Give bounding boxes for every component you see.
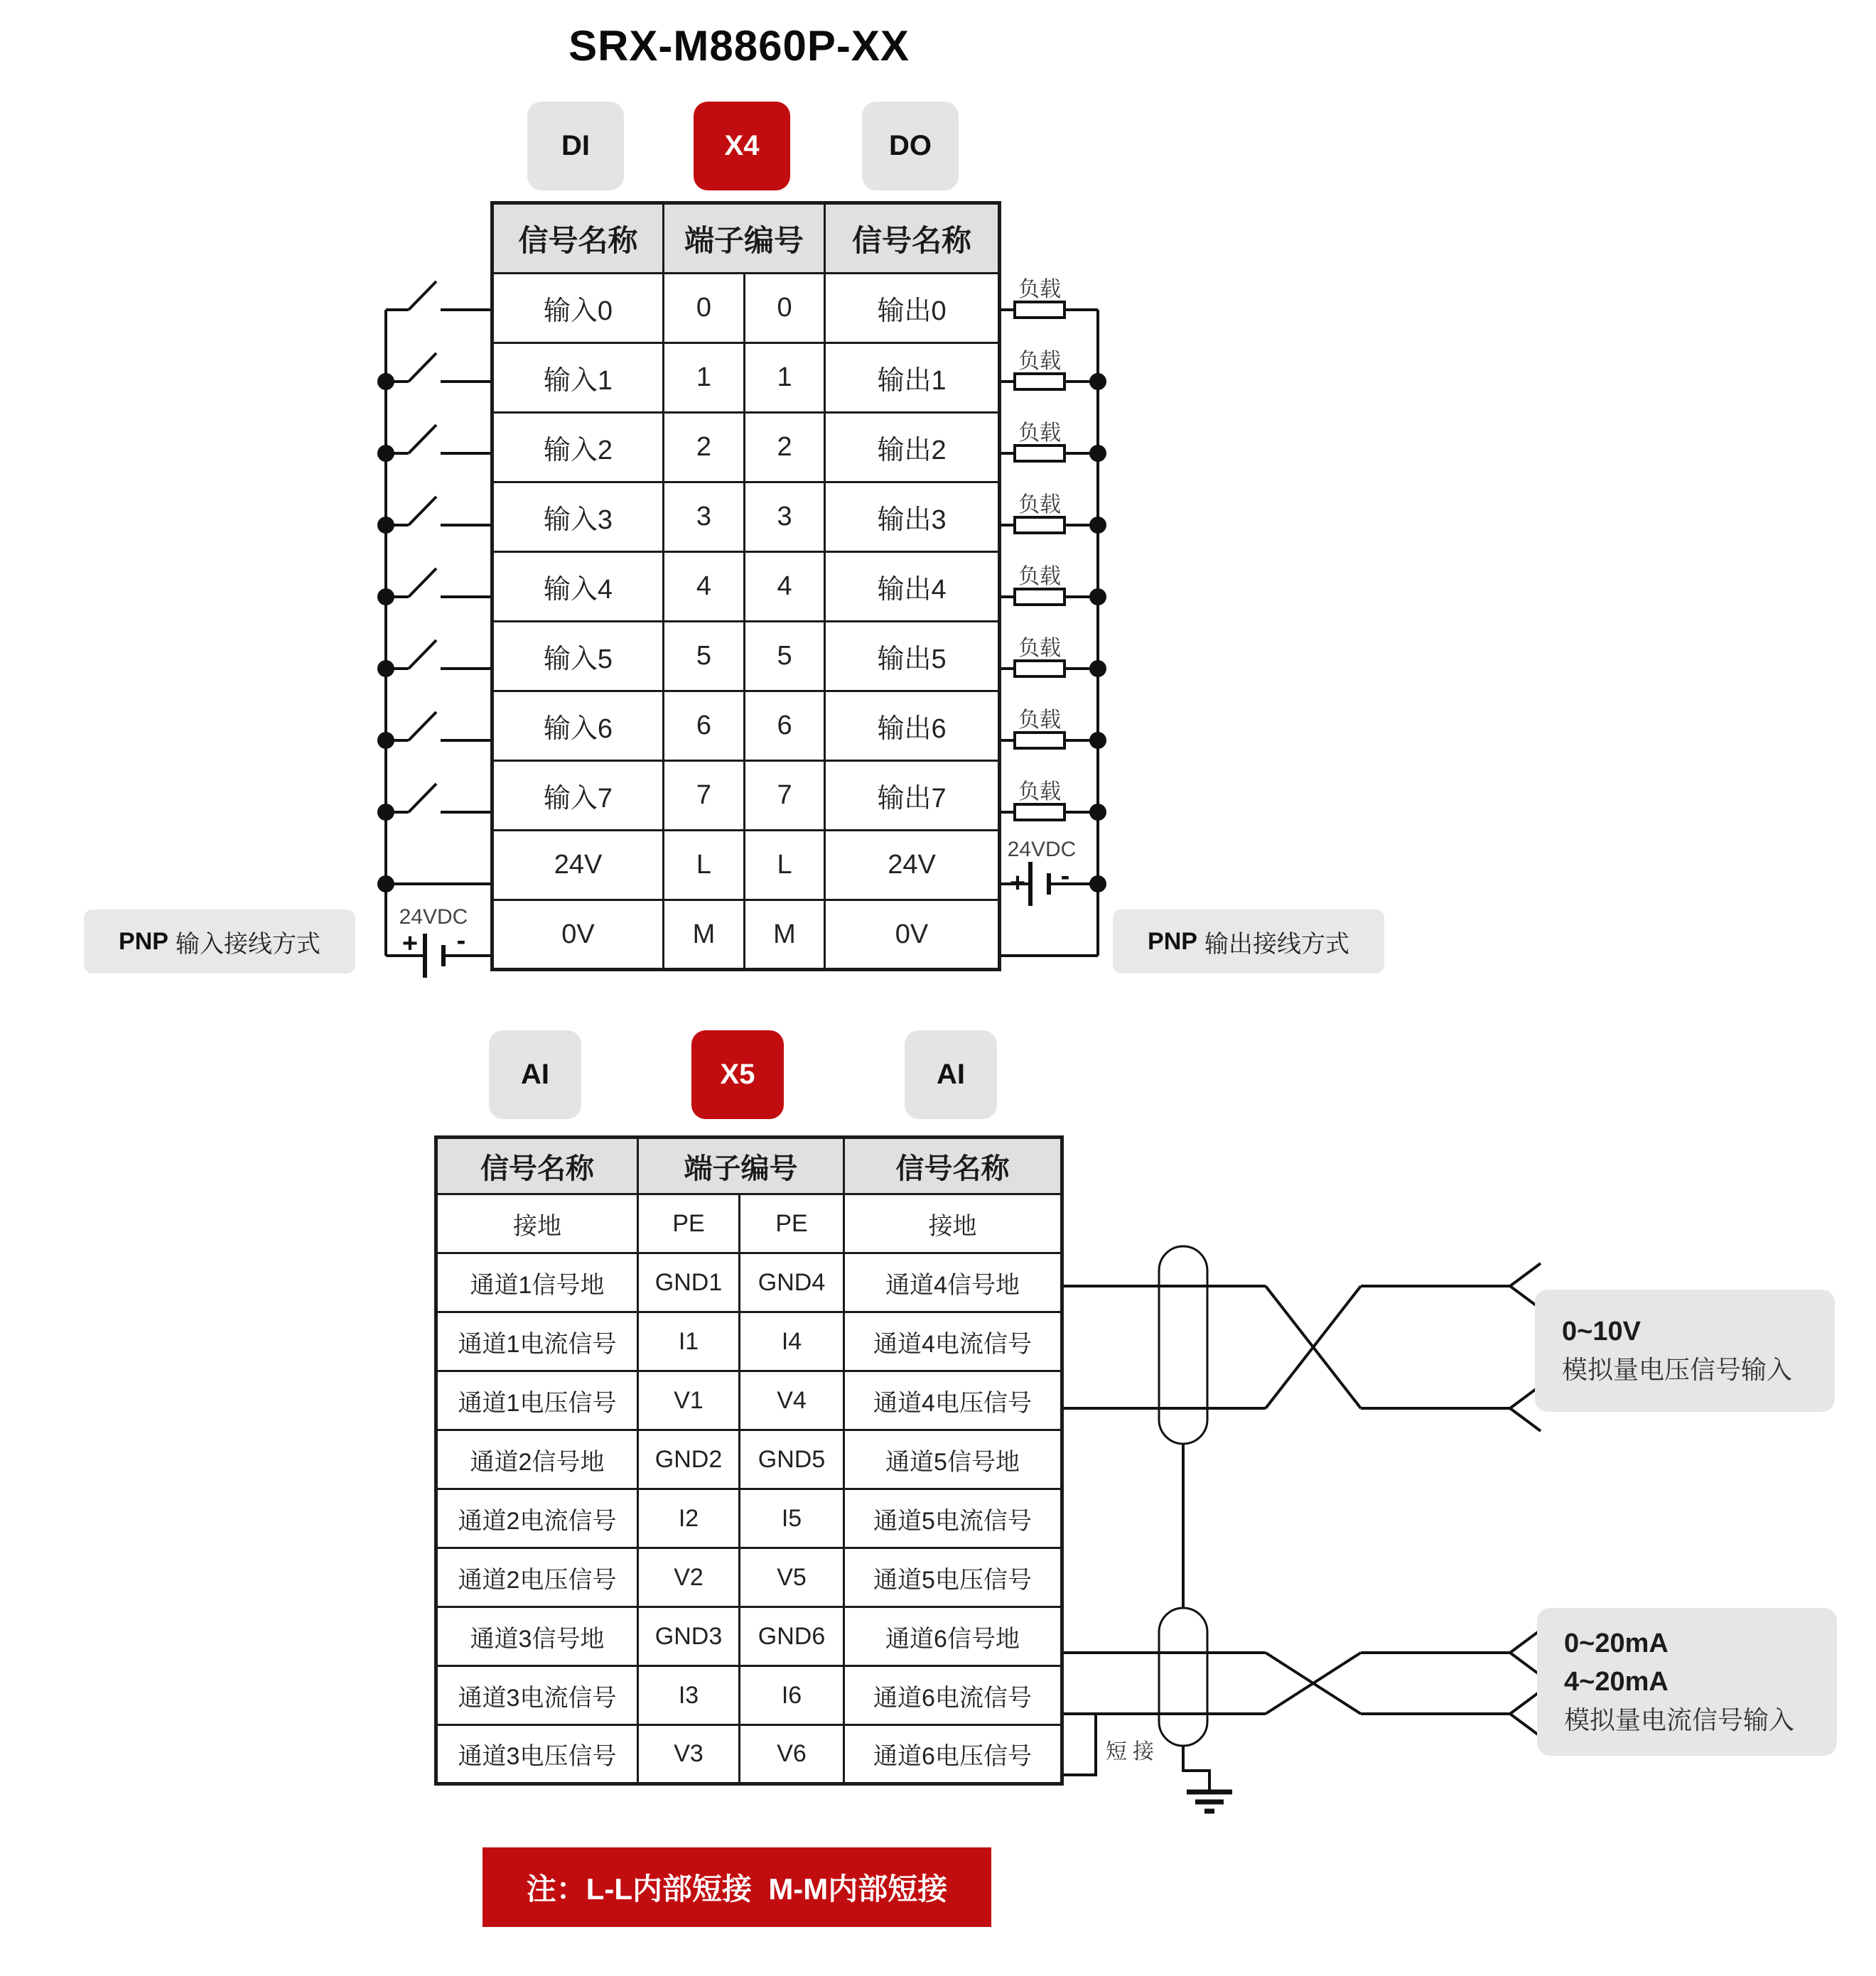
table-row xyxy=(436,1666,1062,1725)
earth-ground-icon xyxy=(1187,1792,1232,1811)
header-cell: 信号名称 xyxy=(844,1138,1062,1194)
terminal-cell: 5 xyxy=(664,622,745,691)
terminal-cell: L xyxy=(664,831,745,900)
voltage-input-infobox xyxy=(1535,1290,1835,1412)
terminal-cell: 输入3 xyxy=(492,482,664,552)
load-label: 负载 xyxy=(1018,421,1061,445)
terminal-cell: 1 xyxy=(745,343,825,413)
terminal-cell: 输出6 xyxy=(825,691,1000,761)
terminal-cell: M xyxy=(664,900,745,970)
terminal-cell: L xyxy=(745,831,825,900)
page-title: SRX-M8860P-XX xyxy=(568,22,910,70)
terminal-cell: 通道1电压信号 xyxy=(436,1371,638,1430)
note-banner: 注：L-L内部短接 M-M内部短接 xyxy=(483,1847,991,1927)
terminal-cell: 6 xyxy=(664,691,745,761)
pnp-input-label xyxy=(84,909,355,973)
pnp-bold: PNP xyxy=(1148,927,1197,955)
terminal-cell: 通道4电流信号 xyxy=(844,1312,1062,1371)
terminal-cell: I1 xyxy=(638,1312,740,1371)
supply-label-right: 24VDC xyxy=(1007,838,1077,861)
pnp-output-label xyxy=(1113,909,1384,973)
terminal-cell: 4 xyxy=(745,552,825,622)
table-row xyxy=(436,1548,1062,1607)
pnp-output-text: 输出接线方式 xyxy=(1204,930,1349,958)
terminal-cell: I6 xyxy=(740,1666,844,1725)
terminal-cell: 通道5信号地 xyxy=(844,1430,1062,1489)
terminal-cell: GND1 xyxy=(638,1253,740,1312)
connector-button-ai-left[interactable]: AI xyxy=(489,1030,581,1119)
terminal-cell: 输入1 xyxy=(492,343,664,413)
terminal-cell: 输入5 xyxy=(492,622,664,691)
terminal-cell: 0V xyxy=(825,900,1000,970)
pnp-input-text: 输入接线方式 xyxy=(175,930,320,958)
load-label: 负载 xyxy=(1018,780,1061,804)
minus-sign-right: - xyxy=(1060,861,1070,891)
current-desc: 模拟量电流信号输入 xyxy=(1564,1705,1795,1734)
terminal-cell: 通道4信号地 xyxy=(844,1253,1062,1312)
connector-button-di[interactable]: DI xyxy=(527,102,624,190)
terminal-cell: 通道2电压信号 xyxy=(436,1548,638,1607)
terminal-cell: 通道3电流信号 xyxy=(436,1666,638,1725)
voltage-range: 0~10V xyxy=(1562,1317,1641,1346)
do-output-wiring xyxy=(991,302,1098,956)
terminal-cell: I2 xyxy=(638,1489,740,1548)
switch-symbol xyxy=(386,281,490,812)
jumper-label: 短接 xyxy=(1106,1740,1160,1764)
terminal-cell: 通道3电压信号 xyxy=(436,1725,638,1784)
table-row xyxy=(436,1253,1062,1312)
pnp-bold: PNP xyxy=(119,927,168,955)
terminal-cell: 4 xyxy=(664,552,745,622)
load-label: 负载 xyxy=(1018,637,1061,660)
terminal-cell: 7 xyxy=(664,761,745,831)
table-row xyxy=(436,1430,1062,1489)
x5-terminal-table xyxy=(434,1135,1064,1786)
junction-dots-left xyxy=(377,373,394,892)
terminal-cell: M xyxy=(745,900,825,970)
table-row xyxy=(492,691,1000,761)
terminal-cell: 24V xyxy=(825,831,1000,900)
terminal-cell: 通道1电流信号 xyxy=(436,1312,638,1371)
terminal-cell: 1 xyxy=(664,343,745,413)
terminal-cell: 输出5 xyxy=(825,622,1000,691)
terminal-cell: V1 xyxy=(638,1371,740,1430)
current-range-1: 0~20mA xyxy=(1564,1629,1669,1658)
terminal-cell: GND5 xyxy=(740,1430,844,1489)
terminal-cell: 输出2 xyxy=(825,413,1000,482)
terminal-cell: 0V xyxy=(492,900,664,970)
load-label: 负载 xyxy=(1018,708,1061,732)
table-row xyxy=(436,1489,1062,1548)
terminal-cell: 6 xyxy=(745,691,825,761)
connector-button-do[interactable]: DO xyxy=(862,102,959,190)
terminal-cell: 2 xyxy=(664,413,745,482)
analog-voltage-pair xyxy=(1060,1263,1541,1431)
current-input-infobox xyxy=(1537,1608,1837,1756)
terminal-cell: V5 xyxy=(740,1548,844,1607)
table-row xyxy=(436,1371,1062,1430)
terminal-cell: 接地 xyxy=(844,1194,1062,1253)
terminal-cell: 通道2电流信号 xyxy=(436,1489,638,1548)
terminal-cell: GND3 xyxy=(638,1607,740,1666)
connector-button-x5[interactable]: X5 xyxy=(691,1030,784,1119)
table-row xyxy=(492,552,1000,622)
table-row xyxy=(436,1194,1062,1253)
current-range-2: 4~20mA xyxy=(1564,1667,1669,1697)
terminal-cell: 3 xyxy=(745,482,825,552)
header-cell: 端子编号 xyxy=(638,1138,844,1194)
terminal-cell: 2 xyxy=(745,413,825,482)
cable-shield xyxy=(1159,1246,1209,1791)
terminal-cell: 输出0 xyxy=(825,274,1000,343)
terminal-cell: PE xyxy=(638,1194,740,1253)
x4-terminal-table xyxy=(490,201,1001,971)
terminal-cell: 输入0 xyxy=(492,274,664,343)
header-cell: 信号名称 xyxy=(825,203,1000,274)
terminal-cell: 0 xyxy=(664,274,745,343)
header-cell: 信号名称 xyxy=(492,203,664,274)
terminal-cell: 7 xyxy=(745,761,825,831)
terminal-cell: 通道6信号地 xyxy=(844,1607,1062,1666)
terminal-cell: I5 xyxy=(740,1489,844,1548)
table-row xyxy=(492,413,1000,482)
terminal-cell: I3 xyxy=(638,1666,740,1725)
table-row xyxy=(492,274,1000,343)
terminal-cell: 通道6电流信号 xyxy=(844,1666,1062,1725)
terminal-cell: GND4 xyxy=(740,1253,844,1312)
connector-button-x4[interactable]: X4 xyxy=(694,102,790,190)
header-cell: 信号名称 xyxy=(436,1138,638,1194)
terminal-cell: 5 xyxy=(745,622,825,691)
terminal-cell: GND6 xyxy=(740,1607,844,1666)
terminal-cell: 输出1 xyxy=(825,343,1000,413)
terminal-cell: V3 xyxy=(638,1725,740,1784)
terminal-cell: V2 xyxy=(638,1548,740,1607)
table-row xyxy=(436,1725,1062,1784)
terminal-cell: 通道3信号地 xyxy=(436,1607,638,1666)
terminal-cell: 3 xyxy=(664,482,745,552)
table-row xyxy=(492,761,1000,831)
terminal-cell: 输入6 xyxy=(492,691,664,761)
load-label: 负载 xyxy=(1018,493,1061,517)
terminal-cell: 通道1信号地 xyxy=(436,1253,638,1312)
terminal-cell: 24V xyxy=(492,831,664,900)
table-row xyxy=(436,1312,1062,1371)
terminal-cell: GND2 xyxy=(638,1430,740,1489)
table-row xyxy=(492,622,1000,691)
battery-symbol-left xyxy=(425,934,443,978)
table-row xyxy=(492,831,1000,900)
voltage-desc: 模拟量电压信号输入 xyxy=(1562,1355,1793,1384)
terminal-cell: 输入7 xyxy=(492,761,664,831)
junction-dots-right xyxy=(1089,373,1106,892)
terminal-cell: 输入2 xyxy=(492,413,664,482)
load-label: 负载 xyxy=(1018,350,1061,373)
table-row xyxy=(436,1607,1062,1666)
battery-symbol-right xyxy=(1030,862,1049,906)
terminal-cell: 输入4 xyxy=(492,552,664,622)
plus-sign-right: + xyxy=(1009,868,1026,898)
table-row xyxy=(492,343,1000,413)
terminal-cell: 输出4 xyxy=(825,552,1000,622)
terminal-cell: V6 xyxy=(740,1725,844,1784)
terminal-cell: 接地 xyxy=(436,1194,638,1253)
terminal-cell: 通道4电压信号 xyxy=(844,1371,1062,1430)
table-row xyxy=(492,482,1000,552)
terminal-cell: 通道5电流信号 xyxy=(844,1489,1062,1548)
terminal-cell: 输出7 xyxy=(825,761,1000,831)
terminal-cell: I4 xyxy=(740,1312,844,1371)
terminal-cell: 输出3 xyxy=(825,482,1000,552)
terminal-cell: 0 xyxy=(745,274,825,343)
terminal-cell: PE xyxy=(740,1194,844,1253)
terminal-cell: V4 xyxy=(740,1371,844,1430)
table-row xyxy=(492,900,1000,970)
minus-sign-left: - xyxy=(456,926,466,956)
header-cell: 端子编号 xyxy=(664,203,825,274)
plus-sign-left: + xyxy=(401,929,419,959)
connector-button-ai-right[interactable]: AI xyxy=(905,1030,997,1119)
load-label: 负载 xyxy=(1018,565,1061,588)
di-input-wiring xyxy=(386,281,490,978)
terminal-cell: 通道2信号地 xyxy=(436,1430,638,1489)
load-label: 负载 xyxy=(1018,278,1061,301)
terminal-cell: 通道6电压信号 xyxy=(844,1725,1062,1784)
supply-label-left: 24VDC xyxy=(399,905,468,929)
terminal-cell: 通道5电压信号 xyxy=(844,1548,1062,1607)
